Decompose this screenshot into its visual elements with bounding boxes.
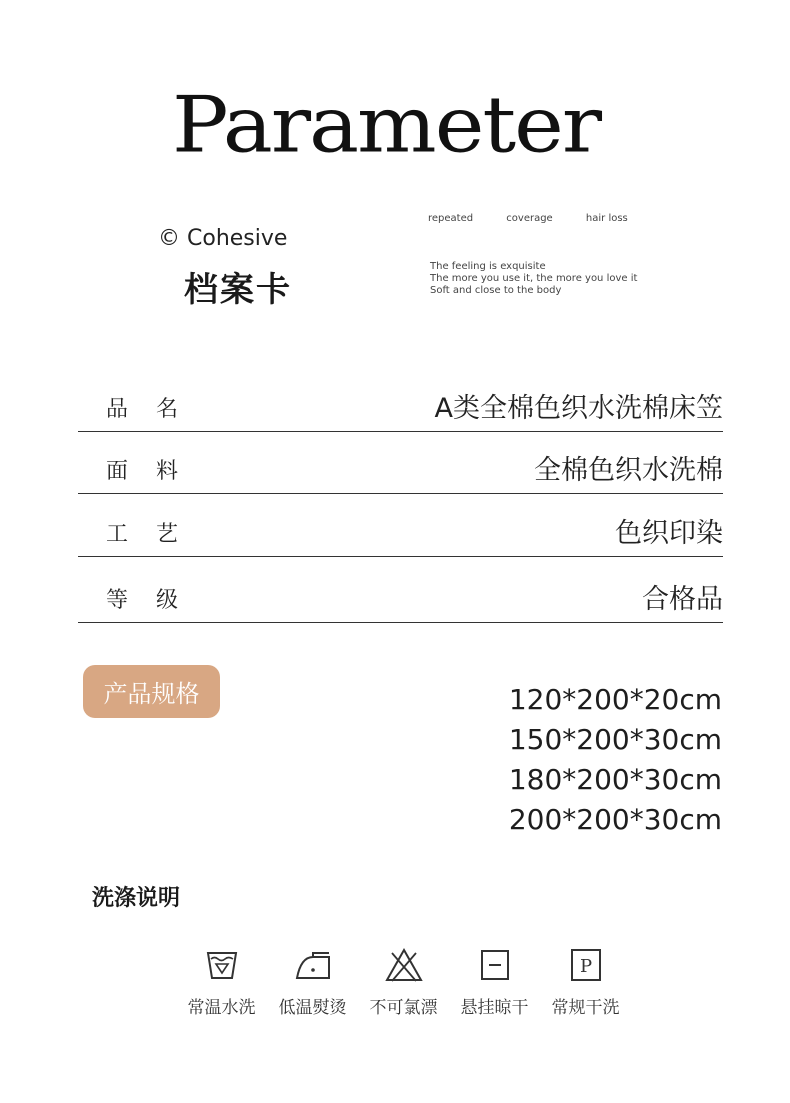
size-item: 180*200*30cm <box>508 763 722 796</box>
param-label: 等级 <box>106 588 207 613</box>
param-value: 全棉色织水洗棉 <box>534 455 723 486</box>
care-instructions <box>176 945 631 1018</box>
param-row-grade <box>78 557 723 623</box>
care-label: 低温熨烫 <box>278 998 347 1018</box>
param-label: 品名 <box>106 397 207 422</box>
size-item: 120*200*20cm <box>508 683 722 716</box>
tagline-line: The feeling is exquisite <box>430 261 546 272</box>
spec-badge: 产品规格 <box>83 665 220 718</box>
dry-clean-icon <box>566 945 606 985</box>
care-label: 常规干洗 <box>551 998 620 1018</box>
care-item-dryclean <box>540 945 631 1018</box>
param-row-fabric <box>78 432 723 494</box>
tagline <box>430 261 637 297</box>
page-title: Parameter <box>172 79 601 170</box>
size-item: 150*200*30cm <box>508 723 722 756</box>
care-item-iron <box>267 945 358 1018</box>
param-value: 色织印染 <box>615 518 723 549</box>
care-item-dry <box>449 945 540 1018</box>
tag-item: repeated <box>428 213 474 224</box>
param-row-name <box>78 383 723 432</box>
care-label: 悬挂晾干 <box>460 998 529 1018</box>
param-value: 合格品 <box>642 584 723 615</box>
hang-dry-icon <box>475 945 515 985</box>
parameter-table <box>78 383 723 623</box>
param-label: 工艺 <box>106 522 207 547</box>
tag-list <box>428 213 658 224</box>
care-label: 常温水洗 <box>187 998 256 1018</box>
tag-item: hair loss <box>585 213 628 224</box>
size-list <box>509 680 722 840</box>
tagline-line: The more you use it, the more you love it <box>430 273 638 284</box>
size-item: 200*200*30cm <box>508 803 722 836</box>
card-title: 档案卡 <box>184 270 292 310</box>
tag-item: coverage <box>506 213 553 224</box>
param-row-craft <box>78 494 723 557</box>
care-label: 不可氯漂 <box>369 998 438 1018</box>
iron-icon <box>293 945 333 985</box>
dry-clean-symbol: P <box>579 956 592 977</box>
wash-title: 洗涤说明 <box>92 886 181 911</box>
tagline-line: Soft and close to the body <box>430 285 562 296</box>
care-item-wash <box>176 945 267 1018</box>
brand-name: © Cohesive <box>158 226 288 251</box>
care-item-bleach <box>358 945 449 1018</box>
param-label: 面料 <box>106 459 207 484</box>
param-value: A类全棉色织水洗棉床笠 <box>434 393 723 424</box>
wash-tub-icon <box>202 945 242 985</box>
no-bleach-icon <box>384 945 424 985</box>
